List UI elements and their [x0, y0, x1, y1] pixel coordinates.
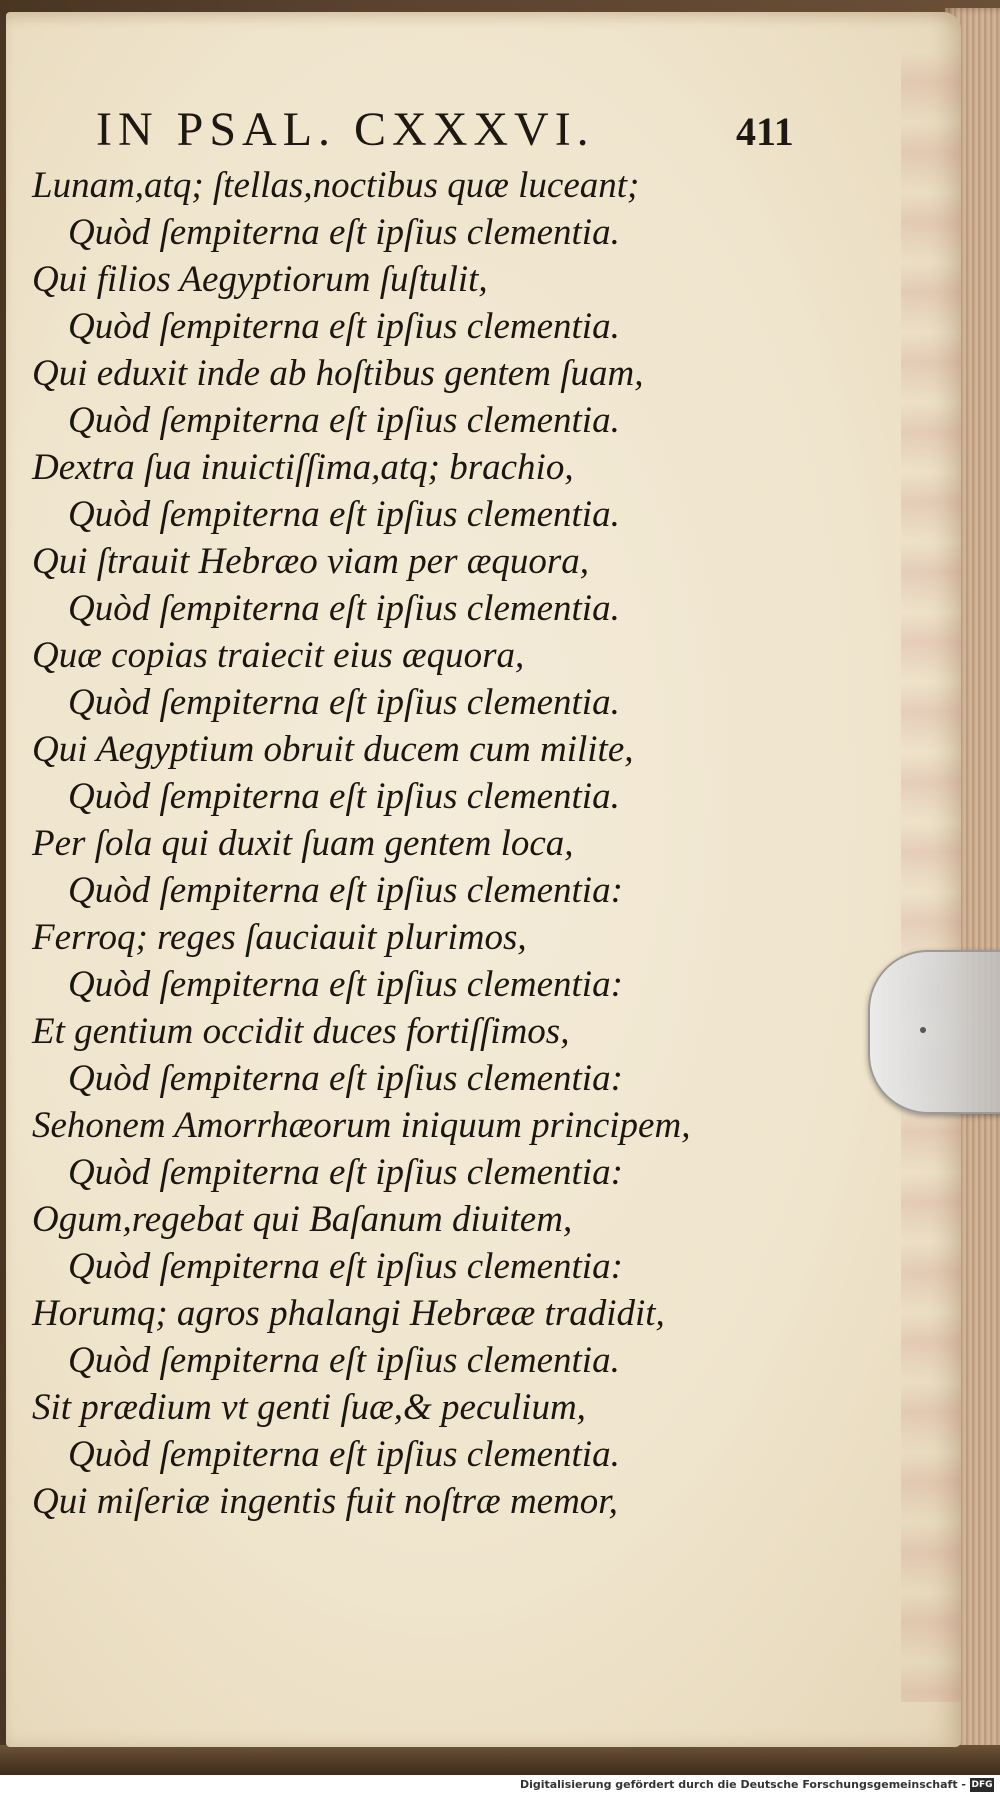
- verse-line: Lunam,atq; ſtellas,noctibus quæ luceant;: [32, 165, 640, 206]
- digitization-footer: [0, 1775, 1000, 1797]
- refrain-line: Quòd ſempiterna eſt ipſius clementia.: [68, 306, 620, 347]
- verse-line: Qui ſtrauit Hebræo viam per æquora,: [32, 541, 590, 582]
- refrain-line: Quòd ſempiterna eſt ipſius clementia.: [68, 682, 620, 723]
- refrain-line: Quòd ſempiterna eſt ipſius clementia:: [68, 1152, 623, 1193]
- verse-line: Qui filios Aegyptiorum ſuſtulit,: [32, 259, 488, 300]
- refrain-line: Quòd ſempiterna eſt ipſius clementia.: [68, 1340, 620, 1381]
- psalm-text: [32, 162, 812, 1525]
- refrain-line: Quòd ſempiterna eſt ipſius clementia.: [68, 588, 620, 629]
- verse-line: Quæ copias traiecit eius æquora,: [32, 635, 525, 676]
- verse-line: Ferroq; reges ſauciauit plurimos,: [32, 917, 527, 958]
- verse-line: Sit prædium vt genti ſuæ,& peculium,: [32, 1387, 586, 1428]
- verse-line: Per ſola qui duxit ſuam gentem loca,: [32, 823, 574, 864]
- verse-line: Sehonem Amorrhæorum iniquum principem,: [32, 1105, 691, 1146]
- refrain-line: Quòd ſempiterna eſt ipſius clementia:: [68, 1058, 623, 1099]
- page-header: [96, 102, 816, 162]
- refrain-line: Quòd ſempiterna eſt ipſius clementia:: [68, 1246, 623, 1287]
- refrain-line: Quòd ſempiterna eſt ipſius clementia:: [68, 964, 623, 1005]
- show-through-stains: [901, 52, 961, 1702]
- digitization-note: Digitalisierung gefördert durch die Deutsche Forschungsgemeinschaft -: [519, 1778, 966, 1791]
- page-number: 411: [736, 109, 794, 154]
- verse-line: Qui Aegyptium obruit ducem cum milite,: [32, 729, 634, 770]
- verse-line: Dextra ſua inuictiſſima,atq; brachio,: [32, 447, 574, 488]
- book-page: [6, 12, 961, 1747]
- refrain-line: Quòd ſempiterna eſt ipſius clementia.: [68, 212, 620, 253]
- refrain-line: Quòd ſempiterna eſt ipſius clementia.: [68, 494, 620, 535]
- clip-rivet-icon: [920, 1027, 926, 1033]
- page-clip: [868, 950, 1000, 1114]
- refrain-line: Quòd ſempiterna eſt ipſius clementia:: [68, 870, 623, 911]
- verse-line: Et gentium occidit duces fortiſſimos,: [32, 1011, 570, 1052]
- running-title: IN PSAL. CXXXVI.: [96, 103, 595, 156]
- verse-line: Qui miſeriæ ingentis fuit noſtræ memor,: [32, 1481, 618, 1522]
- book-bottom-edge: [0, 1745, 1000, 1775]
- refrain-line: Quòd ſempiterna eſt ipſius clementia.: [68, 1434, 620, 1475]
- refrain-line: Quòd ſempiterna eſt ipſius clementia.: [68, 776, 620, 817]
- dfg-logo-icon: DFG: [971, 1780, 993, 1790]
- verse-line: Qui eduxit inde ab hoſtibus gentem ſuam,: [32, 353, 644, 394]
- refrain-line: Quòd ſempiterna eſt ipſius clementia.: [68, 400, 620, 441]
- verse-line: Horumq; agros phalangi Hebrææ tradidit,: [32, 1293, 665, 1334]
- verse-line: Ogum,regebat qui Baſanum diuitem,: [32, 1199, 573, 1240]
